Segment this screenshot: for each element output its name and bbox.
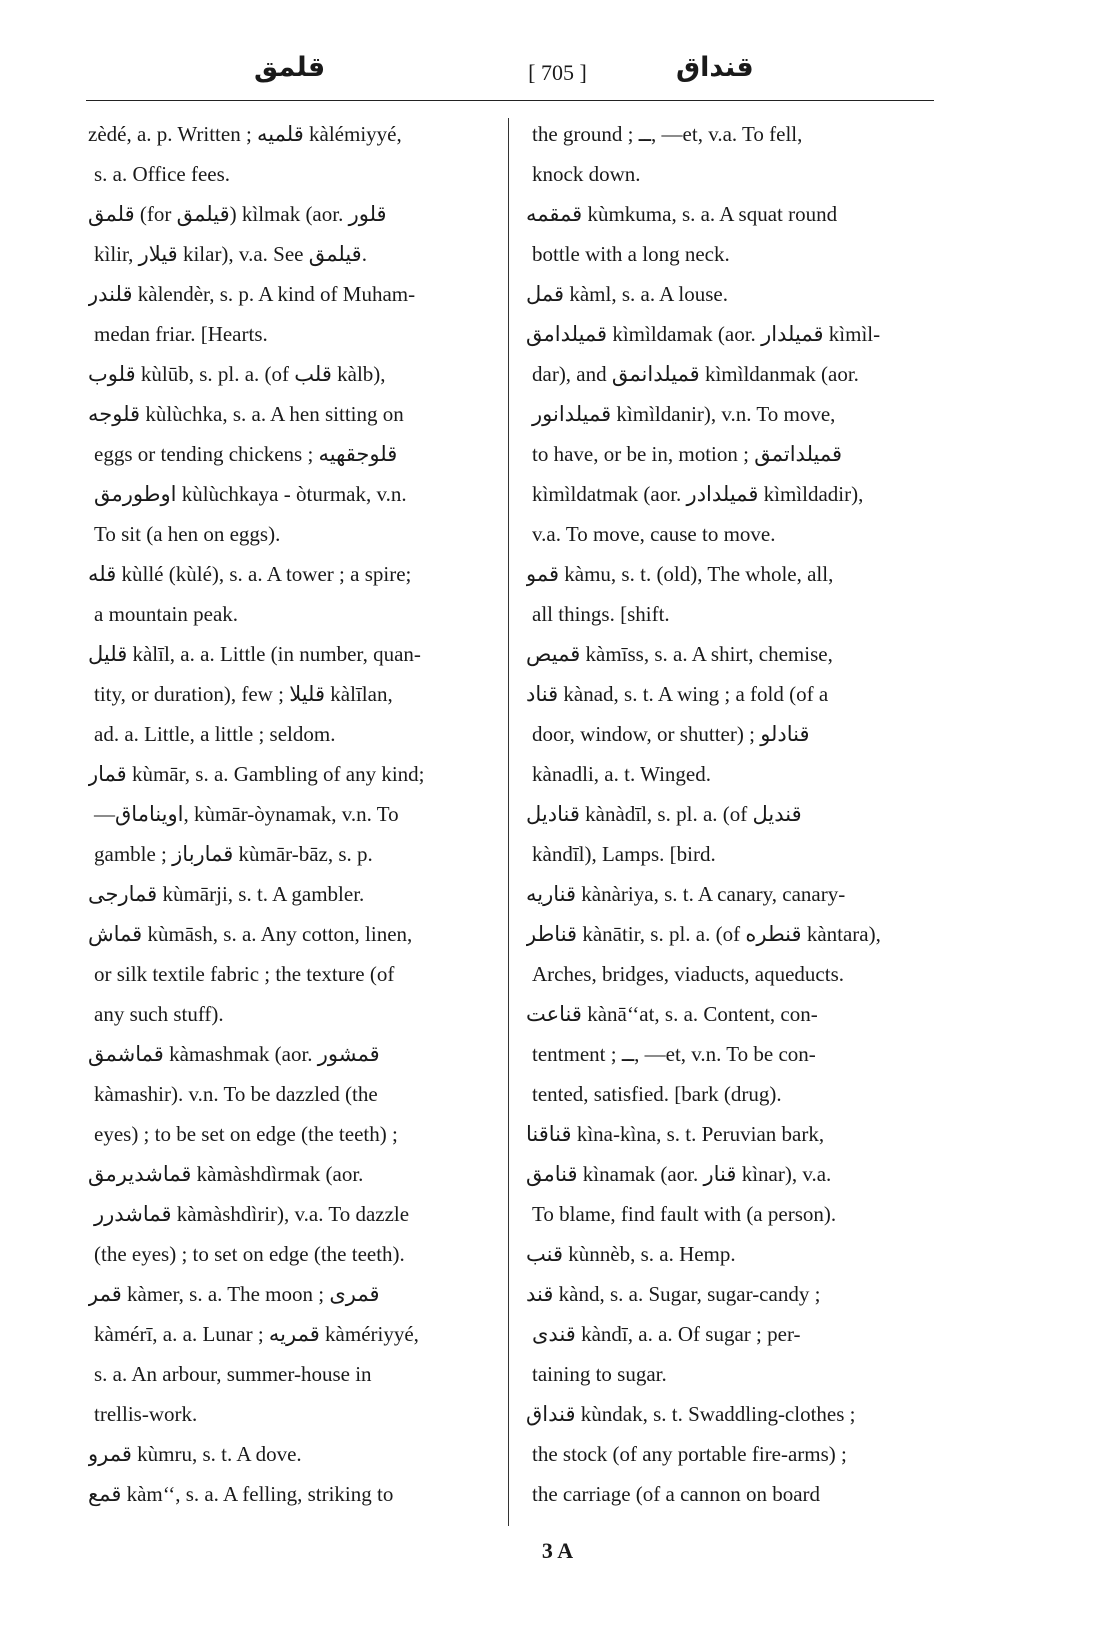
entry-continuation-line: tentment ; ــ, —et, v.n. To be con- [532, 1042, 816, 1066]
entry-continuation-line: door, window, or shutter) ; قنادلو [532, 722, 810, 746]
entry-continuation-line: (the eyes) ; to set on edge (the teeth). [94, 1242, 405, 1266]
entry-continuation-line: kàmérī, a. a. Lunar ; قمریه kàmériyyé, [94, 1322, 419, 1346]
entry-headword-line: قلوجه kùlùchka, s. a. A hen sitting on [88, 402, 404, 426]
entry-continuation-line: kìmìldatmak (aor. قمیلدادر kìmìldadir), [532, 482, 864, 506]
entry-continuation-line: kàmashir). v.n. To be dazzled (the [94, 1082, 378, 1106]
entry-continuation-line: the carriage (of a cannon on board [532, 1482, 821, 1506]
entry-headword-line: قناقنا kìna-kìna, s. t. Peruvian bark, [526, 1122, 825, 1146]
entry-headword-line: قمع kàm‘‘, s. a. A felling, striking to [88, 1482, 394, 1506]
entry-continuation-line: medan friar. [Hearts. [94, 322, 268, 346]
entry-headword-line: قمارجی kùmārji, s. t. A gambler. [88, 882, 365, 906]
page-number: [ 705 ] [528, 60, 587, 85]
entry-headword-line: قلیل kàlīl, a. a. Little (in number, quan- [88, 642, 421, 666]
entry-continuation-line: the ground ; ــ, —et, v.a. To fell, [532, 122, 803, 146]
entry-continuation-line: trellis-work. [94, 1402, 198, 1426]
entry-continuation-line: eggs or tending chickens ; قلوجقهیه [94, 442, 398, 466]
entry-headword-line: قماش kùmāsh, s. a. Any cotton, linen, [88, 922, 413, 946]
entry-headword-line: قلندر kàlendèr, s. p. A kind of Muham- [88, 282, 416, 306]
entry-headword-line: قمر kàmer, s. a. The moon ; قمری [88, 1282, 380, 1306]
entry-continuation-line: a mountain peak. [94, 602, 239, 626]
entry-headword-line: قمرو kùmru, s. t. A dove. [88, 1442, 302, 1466]
entry-continuation-line: all things. [shift. [532, 602, 670, 626]
column-divider [508, 118, 509, 1526]
entry-continuation-line: to have, or be in, motion ; قمیلداتمق [532, 442, 843, 466]
entry-continuation-line: tity, or duration), few ; قلیلا kàlīlan, [94, 682, 393, 706]
header-rule [86, 100, 934, 101]
entry-continuation-line: dar), and قمیلدانمق kìmìldanmak (aor. [532, 362, 859, 386]
entry-headword-line: قمل kàml, s. a. A louse. [526, 282, 729, 306]
entry-continuation-line: To blame, find fault with (a person). [532, 1202, 837, 1226]
entry-headword-line: قناعت kànā‘‘at, s. a. Content, con- [526, 1002, 818, 1026]
entry-headword-line: قمیص kàmīss, s. a. A shirt, chemise, [526, 642, 833, 666]
entry-headword-line: قمار kùmār, s. a. Gambling of any kind; [88, 762, 425, 786]
entry-continuation-line: kànadli, a. t. Winged. [532, 762, 711, 786]
entry-headword-line: قمقمه kùmkuma, s. a. A squat round [526, 202, 838, 226]
entry-headword-line: zèdé, a. p. Written ; قلمیه kàlémiyyé, [88, 122, 402, 146]
entry-continuation-line: any such stuff). [94, 1002, 224, 1026]
entry-headword-line: قناد kànad, s. t. A wing ; a fold (of a [526, 682, 829, 706]
entry-headword-line: قنادیل kànàdīl, s. pl. a. (of قندیل [526, 802, 802, 826]
entry-headword-line: قنب kùnnèb, s. a. Hemp. [526, 1242, 736, 1266]
entry-continuation-line: bottle with a long neck. [532, 242, 730, 266]
entry-headword-line: قمیلدامق kìmìldamak (aor. قمیلدار kìmìl- [526, 322, 881, 346]
entry-continuation-line: kàndīl), Lamps. [bird. [532, 842, 716, 866]
entry-continuation-line: v.a. To move, cause to move. [532, 522, 776, 546]
entry-continuation-line: taining to sugar. [532, 1362, 667, 1386]
entry-headword-line: قنامق kìnamak (aor. قنار kìnar), v.a. [526, 1162, 832, 1186]
entry-continuation-line: قمیلدانور kìmìldanir), v.n. To move, [532, 402, 836, 426]
entry-continuation-line: tented, satisfied. [bark (drug). [532, 1082, 782, 1106]
left-column [88, 114, 490, 1514]
signature-mark: 3 A [541, 1538, 574, 1563]
entry-continuation-line: اوطورمق kùlùchkaya - òturmak, v.n. [94, 482, 407, 506]
entry-continuation-line: or silk textile fabric ; the texture (of [94, 962, 395, 986]
entry-headword-line: قلمق (for قیلمق) kìlmak (aor. قلور [88, 202, 387, 226]
entry-headword-line: قناریه kànàriya, s. t. A canary, canary- [526, 882, 846, 906]
entry-continuation-line: s. a. Office fees. [94, 162, 231, 186]
entry-continuation-line: To sit (a hen on eggs). [94, 522, 281, 546]
running-head-right: قنداق [676, 52, 754, 83]
right-column [526, 114, 936, 1514]
entry-continuation-line: —اویناماق, kùmār-òynamak, v.n. To [94, 802, 399, 826]
running-head-left: قلمق [254, 52, 326, 83]
entry-continuation-line: the stock (of any portable fire-arms) ; [532, 1442, 847, 1466]
entry-headword-line: قند kànd, s. a. Sugar, sugar-candy ; [526, 1282, 821, 1306]
entry-continuation-line: قندی kàndī, a. a. Of sugar ; per- [532, 1322, 801, 1346]
entry-headword-line: قنداق kùndak, s. t. Swaddling-clothes ; [526, 1402, 856, 1426]
entry-continuation-line: gamble ; قمارباز kùmār-bāz, s. p. [94, 842, 373, 866]
entry-headword-line: قله kùllé (kùlé), s. a. A tower ; a spire; [88, 562, 412, 586]
entry-continuation-line: eyes) ; to be set on edge (the teeth) ; [94, 1122, 398, 1146]
entry-continuation-line: ad. a. Little, a little ; seldom. [94, 722, 336, 746]
entry-headword-line: قماشمق kàmashmak (aor. قمشور [88, 1042, 380, 1066]
entry-continuation-line: knock down. [532, 162, 641, 186]
entry-continuation-line: kìlir, قیلار kilar), v.a. See قیلمق. [94, 242, 367, 266]
entry-headword-line: قمو kàmu, s. t. (old), The whole, all, [526, 562, 834, 586]
entry-headword-line: قناطر kànātir, s. pl. a. (of قنطره kàntara), [526, 922, 881, 946]
entry-continuation-line: قماشدرر kàmàshdìrir), v.a. To dazzle [94, 1202, 410, 1226]
entry-headword-line: قلوب kùlūb, s. pl. a. (of قلب kàlb), [88, 362, 386, 386]
entry-continuation-line: Arches, bridges, viaducts, aqueducts. [532, 962, 844, 986]
entry-continuation-line: s. a. An arbour, summer-house in [94, 1362, 372, 1386]
entry-headword-line: قماشدیرمق kàmàshdìrmak (aor. [88, 1162, 364, 1186]
